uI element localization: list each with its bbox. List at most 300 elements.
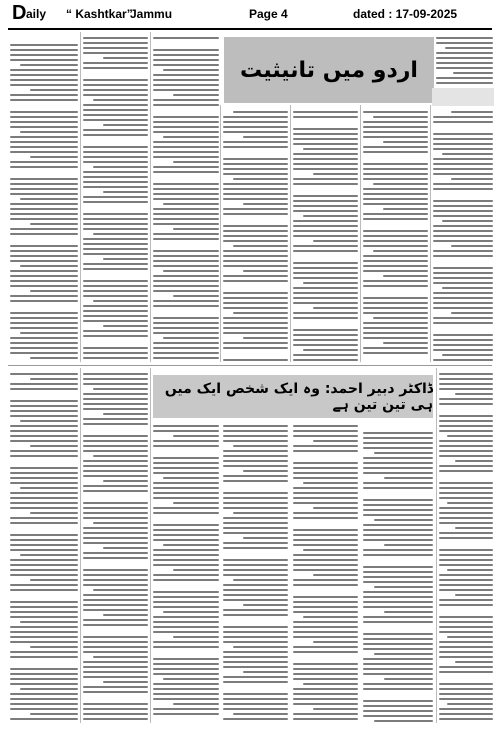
- text-line: [363, 591, 433, 593]
- text-line: [10, 549, 78, 551]
- text-line: [293, 472, 358, 474]
- text-line: [439, 497, 493, 499]
- text-line: [451, 312, 493, 314]
- text-column: [153, 422, 219, 722]
- text-line: [83, 624, 148, 626]
- text-line: [433, 121, 493, 123]
- text-line: [223, 517, 288, 519]
- text-line: [10, 270, 78, 272]
- text-line: [455, 460, 493, 462]
- text-line: [10, 502, 78, 504]
- text-line: [20, 621, 78, 623]
- text-line: [439, 708, 493, 710]
- text-line: [363, 151, 428, 153]
- text-line: [433, 225, 493, 227]
- text-line: [153, 482, 219, 484]
- text-line: [83, 305, 148, 307]
- text-line: [10, 559, 78, 561]
- text-line: [153, 183, 219, 185]
- text-line: [455, 661, 493, 663]
- text-line: [223, 661, 288, 663]
- text-line: [83, 708, 148, 710]
- text-line: [363, 347, 428, 349]
- text-line: [439, 408, 493, 412]
- text-line: [83, 161, 148, 163]
- text-line: [20, 131, 78, 133]
- text-line: [433, 267, 493, 269]
- text-line: [363, 126, 428, 128]
- text-line: [384, 611, 433, 613]
- text-line: [83, 507, 148, 509]
- text-line: [293, 195, 358, 197]
- text-line: [223, 208, 288, 210]
- text-line: [363, 658, 433, 660]
- text-line: [439, 599, 493, 601]
- text-line: [10, 203, 78, 205]
- text-line: [10, 507, 78, 509]
- text-line: [10, 44, 78, 46]
- text-line: [83, 72, 148, 76]
- text-line: [363, 683, 433, 685]
- text-line: [83, 661, 148, 663]
- text-line: [153, 59, 219, 61]
- text-line: [363, 188, 428, 190]
- small-graphic: [432, 88, 494, 106]
- text-line: [153, 280, 219, 282]
- text-line: [153, 109, 219, 113]
- text-line: [363, 146, 428, 148]
- text-line: [293, 544, 358, 546]
- text-line: [153, 310, 219, 314]
- text-line: [363, 710, 433, 712]
- text-line: [83, 151, 148, 153]
- text-line: [293, 302, 358, 304]
- text-line: [20, 332, 78, 334]
- text-line: [223, 559, 288, 561]
- section-divider: [8, 365, 492, 366]
- text-line: [223, 240, 288, 242]
- text-line: [83, 428, 148, 432]
- text-line: [433, 183, 493, 185]
- text-line: [10, 312, 78, 314]
- text-line: [83, 485, 148, 487]
- text-line: [363, 472, 433, 474]
- text-line: [93, 300, 148, 302]
- text-line: [10, 440, 78, 442]
- text-line: [153, 549, 219, 551]
- headline-banner-urdu-feminism: [224, 37, 434, 103]
- text-line: [363, 337, 428, 339]
- text-line: [10, 410, 78, 412]
- text-line: [363, 352, 428, 354]
- text-line: [313, 240, 359, 242]
- text-line: [83, 403, 148, 405]
- text-line: [439, 517, 493, 519]
- text-line: [363, 648, 433, 650]
- text-line: [103, 325, 149, 327]
- text-line: [293, 168, 358, 170]
- text-line: [10, 245, 78, 247]
- text-line: [10, 295, 78, 297]
- text-line: [83, 691, 148, 693]
- text-line: [439, 440, 493, 442]
- text-line: [153, 467, 219, 469]
- text-line: [153, 596, 219, 598]
- text-line: [83, 569, 148, 571]
- text-line: [10, 589, 78, 591]
- text-line: [433, 250, 493, 252]
- text-line: [223, 574, 288, 576]
- text-line: [10, 161, 78, 163]
- text-line: [83, 718, 148, 720]
- text-line: [163, 337, 219, 339]
- text-line: [439, 671, 493, 673]
- text-line: [373, 183, 428, 185]
- text-line: [223, 183, 288, 185]
- text-line: [83, 666, 148, 668]
- text-line: [293, 584, 358, 586]
- text-line: [433, 344, 493, 346]
- text-line: [153, 265, 219, 267]
- text-column: [436, 34, 493, 86]
- text-line: [293, 111, 358, 113]
- text-line: [10, 104, 78, 108]
- text-line: [10, 317, 78, 319]
- text-line: [439, 579, 493, 581]
- text-line: [363, 447, 433, 449]
- text-line: [10, 141, 78, 143]
- text-line: [83, 517, 148, 519]
- text-line: [303, 549, 358, 551]
- text-line: [223, 158, 288, 160]
- text-line: [363, 255, 428, 257]
- text-line: [223, 497, 288, 499]
- text-line: [363, 529, 433, 531]
- text-column: [439, 370, 493, 722]
- text-line: [374, 452, 434, 454]
- text-line: [363, 327, 428, 329]
- headline-dr-dabir: ڈاکٹر دبیر احمد: وہ ایک شخص ایک میں ہی تین تین ہے: [164, 380, 433, 413]
- text-line: [433, 297, 493, 299]
- text-line: [439, 688, 493, 690]
- text-line: [173, 569, 219, 571]
- text-line: [10, 564, 78, 566]
- text-line: [293, 445, 358, 447]
- text-line: [223, 465, 288, 467]
- text-line: [363, 265, 428, 267]
- text-line: [153, 601, 219, 603]
- text-line: [83, 218, 148, 220]
- text-line: [373, 116, 428, 118]
- text-line: [83, 156, 148, 158]
- text-line: [10, 393, 78, 397]
- text-line: [439, 492, 493, 494]
- text-line: [455, 527, 493, 529]
- text-line: [223, 681, 288, 683]
- text-line: [384, 678, 433, 680]
- text-line: [433, 292, 493, 294]
- text-line: [439, 420, 493, 422]
- text-line: [10, 651, 78, 653]
- text-line: [163, 678, 219, 680]
- text-line: [293, 262, 358, 264]
- text-line: [293, 272, 358, 274]
- text-line: [303, 616, 358, 618]
- text-line: [83, 423, 148, 425]
- text-line: [10, 450, 78, 452]
- text-line: [363, 462, 433, 464]
- text-line: [233, 178, 288, 180]
- text-line: [153, 445, 219, 447]
- text-line: [293, 554, 358, 556]
- text-line: [439, 532, 493, 534]
- text-line: [433, 210, 493, 212]
- text-line: [83, 139, 148, 143]
- text-line: [83, 465, 148, 467]
- text-line: [223, 359, 288, 361]
- text-line: [83, 352, 148, 354]
- text-line: [83, 273, 148, 277]
- text-line: [163, 270, 219, 272]
- text-line: [439, 465, 493, 467]
- text-line: [433, 235, 493, 237]
- text-line: [83, 574, 148, 576]
- masthead-initial: D: [12, 2, 27, 24]
- text-line: [439, 430, 493, 432]
- text-line: [439, 445, 493, 447]
- text-line: [453, 72, 493, 74]
- text-line: [451, 178, 493, 180]
- text-line: [10, 250, 78, 252]
- text-line: [83, 393, 148, 395]
- text-line: [153, 430, 219, 432]
- text-line: [10, 703, 78, 705]
- text-line: [293, 354, 358, 356]
- text-line: [439, 403, 493, 405]
- text-line: [223, 297, 288, 299]
- text-line: [293, 678, 358, 680]
- text-line: [223, 480, 288, 482]
- text-line: [10, 455, 78, 457]
- text-line: [293, 245, 358, 247]
- text-line: [173, 636, 219, 638]
- text-line: [363, 457, 433, 459]
- text-line: [10, 415, 78, 417]
- text-line: [293, 359, 358, 361]
- text-line: [439, 559, 493, 561]
- text-line: [363, 245, 428, 247]
- text-line: [439, 470, 493, 472]
- masthead-city: Jammu: [130, 7, 173, 21]
- column-divider: [290, 105, 291, 362]
- text-line: [363, 193, 428, 195]
- text-line: [293, 334, 358, 336]
- text-line: [436, 42, 493, 44]
- text-line: [10, 584, 78, 586]
- headline-urdu-feminism: اردو میں تانیثیت: [240, 57, 418, 83]
- text-line: [223, 250, 288, 252]
- text-line: [153, 352, 219, 354]
- column-divider: [220, 105, 221, 362]
- column-divider: [360, 105, 361, 362]
- text-line: [439, 564, 493, 566]
- text-line: [223, 599, 288, 601]
- text-line: [83, 340, 148, 344]
- text-line: [384, 477, 433, 479]
- text-line: [10, 539, 78, 541]
- text-line: [153, 497, 219, 499]
- text-line: [153, 131, 219, 133]
- text-line: [293, 502, 358, 504]
- text-line: [173, 161, 219, 163]
- text-line: [83, 686, 148, 688]
- text-line: [223, 265, 288, 267]
- text-line: [163, 611, 219, 613]
- column-divider: [150, 368, 151, 723]
- text-line: [293, 477, 358, 479]
- text-line: [10, 527, 78, 531]
- text-line: [153, 238, 219, 240]
- text-line: [293, 143, 358, 145]
- text-line: [293, 430, 358, 432]
- text-line: [363, 432, 433, 434]
- text-line: [455, 393, 493, 395]
- text-line: [442, 287, 493, 289]
- text-line: [223, 564, 288, 566]
- text-line: [173, 502, 219, 504]
- text-line: [313, 173, 359, 175]
- text-line: [10, 435, 78, 437]
- text-line: [83, 604, 148, 606]
- text-line: [10, 673, 78, 675]
- text-line: [173, 295, 219, 297]
- text-line: [223, 547, 288, 549]
- text-line: [384, 544, 433, 546]
- text-line: [83, 330, 148, 332]
- text-line: [439, 415, 493, 417]
- text-line: [363, 633, 433, 635]
- text-line: [243, 671, 289, 673]
- text-line: [383, 275, 429, 277]
- text-line: [83, 703, 148, 705]
- text-line: [10, 136, 78, 138]
- text-line: [10, 188, 78, 190]
- text-line: [433, 188, 493, 190]
- text-line: [243, 470, 289, 472]
- text-line: [313, 708, 359, 710]
- text-line: [433, 317, 493, 319]
- text-line: [83, 470, 148, 472]
- text-line: [10, 373, 78, 375]
- text-line: [439, 425, 493, 427]
- text-line: [153, 146, 219, 148]
- text-line: [10, 233, 78, 235]
- text-line: [10, 54, 78, 56]
- text-line: [153, 564, 219, 566]
- text-line: [293, 601, 358, 603]
- text-line: [293, 329, 358, 331]
- masthead-rule: [8, 28, 492, 30]
- text-line: [10, 678, 78, 680]
- text-line: [83, 408, 148, 410]
- text-line: [153, 37, 219, 39]
- text-line: [223, 235, 288, 237]
- text-line: [10, 305, 78, 309]
- text-line: [293, 225, 358, 227]
- text-line: [363, 626, 433, 630]
- text-line: [363, 581, 433, 583]
- text-line: [313, 507, 359, 509]
- text-line: [103, 124, 149, 126]
- text-column: [83, 370, 148, 722]
- text-line: [103, 480, 149, 482]
- text-line: [20, 265, 78, 267]
- text-line: [153, 708, 219, 710]
- text-line: [83, 263, 148, 265]
- text-line: [10, 522, 78, 524]
- text-line: [442, 354, 493, 356]
- text-line: [439, 609, 493, 613]
- text-line: [293, 569, 358, 571]
- text-line: [293, 205, 358, 207]
- text-line: [153, 104, 219, 106]
- masthead-paper-name: “ Kashtkar”: [66, 7, 133, 21]
- text-line: [303, 148, 358, 150]
- text-line: [293, 158, 358, 160]
- text-line: [363, 715, 433, 717]
- text-line: [439, 641, 493, 643]
- text-line: [223, 435, 288, 437]
- text-line: [223, 594, 288, 596]
- text-line: [363, 290, 428, 294]
- text-line: [153, 255, 219, 257]
- text-line: [93, 455, 148, 457]
- text-line: [293, 178, 358, 180]
- text-line: [153, 176, 219, 180]
- text-line: [293, 517, 358, 519]
- text-line: [10, 337, 78, 339]
- text-line: [10, 405, 78, 407]
- text-line: [10, 594, 78, 598]
- text-line: [363, 156, 428, 160]
- text-line: [373, 317, 428, 319]
- text-line: [20, 420, 78, 422]
- text-line: [153, 517, 219, 521]
- text-line: [293, 559, 358, 561]
- text-line: [363, 240, 428, 242]
- text-line: [163, 69, 219, 71]
- text-line: [223, 651, 288, 653]
- text-line: [233, 646, 288, 648]
- text-line: [293, 138, 358, 140]
- text-line: [153, 450, 219, 454]
- text-line: [293, 646, 358, 648]
- text-line: [10, 208, 78, 210]
- text-line: [10, 171, 78, 175]
- text-line: [153, 688, 219, 690]
- text-line: [103, 191, 149, 193]
- text-line: [363, 302, 428, 304]
- text-line: [153, 718, 219, 722]
- text-line: [293, 467, 358, 469]
- text-line: [293, 487, 358, 489]
- text-line: [153, 327, 219, 329]
- text-line: [153, 290, 219, 292]
- text-line: [223, 307, 288, 309]
- text-line: [223, 502, 288, 504]
- text-line: [10, 693, 78, 695]
- text-line: [153, 487, 219, 489]
